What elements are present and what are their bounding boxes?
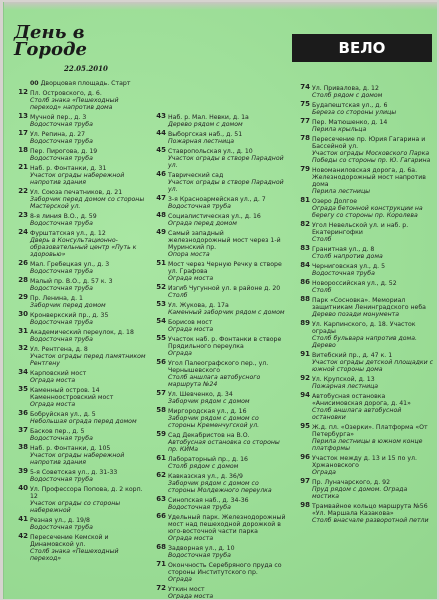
checkpoint-location: Пожарная лестница bbox=[312, 383, 379, 390]
checkpoint-address: Сад Декабристов на В.О. bbox=[168, 432, 250, 439]
checkpoint-number: 35 bbox=[18, 385, 28, 393]
checkpoint-location: Столб bbox=[312, 287, 332, 294]
checkpoint-entry bbox=[10, 469, 148, 483]
checkpoint-number: 44 bbox=[156, 129, 166, 137]
checkpoint-location: Участок ограды в створе Парадной ул. bbox=[168, 179, 284, 193]
checkpoint-location: Опора моста bbox=[168, 251, 210, 258]
page-title: День в Городе bbox=[14, 22, 87, 60]
checkpoint-entry bbox=[292, 376, 435, 390]
checkpoint-number: 74 bbox=[300, 83, 310, 91]
checkpoint-address: Угол Невельской ул. и наб. р. Екатерингофки bbox=[312, 222, 409, 236]
checkpoint-address: Выборгская наб., д. 51 bbox=[168, 131, 243, 138]
start-number: 00 bbox=[30, 80, 39, 87]
start-text: Дворцовая площадь. Старт bbox=[40, 80, 131, 87]
checkpoint-entry bbox=[292, 297, 435, 318]
checkpoint-location: Ограда bbox=[168, 576, 192, 583]
checkpoint-number: 98 bbox=[300, 501, 310, 509]
checkpoint-number: 12 bbox=[18, 88, 28, 96]
checkpoint-number: 41 bbox=[18, 515, 28, 523]
checkpoint-location: Перила лестницы bbox=[312, 188, 371, 195]
checkpoint-column-3 bbox=[292, 85, 435, 527]
checkpoint-address: Ул. Репина, д. 27 bbox=[30, 131, 86, 138]
checkpoint-column-2 bbox=[148, 114, 286, 599]
checkpoint-location: Водосточная труба bbox=[30, 524, 93, 531]
checkpoint-entry bbox=[292, 479, 435, 500]
checkpoint-entry bbox=[10, 148, 148, 162]
checkpoint-location: Дерево позади монумента bbox=[312, 311, 400, 318]
checkpoint-location: Ограда бетонной конструкции на берегу со стороны пр. Королева bbox=[312, 205, 423, 219]
checkpoint-entry bbox=[148, 545, 286, 559]
checkpoint-number: 96 bbox=[300, 453, 310, 461]
checkpoint-address: Кавказская ул., д. 36/9 bbox=[168, 473, 243, 480]
checkpoint-entry bbox=[148, 497, 286, 511]
checkpoint-location: Пожарная лестница bbox=[168, 138, 235, 145]
checkpoint-entry bbox=[10, 387, 148, 408]
checkpoint-location: Небольшая ограда перед домом bbox=[30, 418, 137, 425]
checkpoint-address: Таврический сад bbox=[168, 172, 224, 179]
checkpoint-address: Окончность Серебряного пруда со стороны Институтского пр. bbox=[168, 562, 282, 576]
checkpoint-location: Ограда моста bbox=[168, 275, 214, 282]
checkpoint-location: Перила лестницы в южном конце платформы bbox=[312, 438, 423, 452]
checkpoint-number: 17 bbox=[18, 129, 28, 137]
checkpoint-entry bbox=[292, 198, 435, 219]
checkpoint-location: Заборчик рядом с домом со стороны Молдежного переулка bbox=[168, 480, 272, 494]
checkpoint-location: Водосточная труба bbox=[168, 203, 231, 210]
checkpoint-location: Водосточная труба bbox=[30, 435, 93, 442]
checkpoint-location: Участок ограды Московского Парка Победы со стороны пр. Ю. Гагарина bbox=[312, 150, 431, 164]
checkpoint-address: Ул. Привалова, д. 12 bbox=[312, 85, 379, 92]
checkpoint-number: 82 bbox=[300, 220, 310, 228]
checkpoint-address: Витебский пр., д. 47 к. 1 bbox=[312, 352, 393, 359]
checkpoint-number: 32 bbox=[18, 344, 28, 352]
checkpoint-number: 78 bbox=[300, 134, 310, 142]
checkpoint-address: Пр. Луначарского, д. 92 bbox=[312, 479, 391, 486]
checkpoint-number: 18 bbox=[18, 146, 28, 154]
checkpoint-number: 31 bbox=[18, 327, 28, 335]
checkpoint-address: Лабораторный пр., д. 16 bbox=[168, 456, 248, 463]
checkpoint-location: Водосточная труба bbox=[168, 504, 231, 511]
checkpoint-entry bbox=[10, 189, 148, 210]
checkpoint-entry bbox=[10, 261, 148, 275]
checkpoint-address: Озеро Долгое bbox=[312, 198, 358, 205]
checkpoint-number: 58 bbox=[156, 406, 166, 414]
checkpoint-location: Столб напротив дома bbox=[312, 253, 383, 260]
checkpoint-location: Столб рядом с домом bbox=[168, 463, 239, 470]
checkpoint-number: 72 bbox=[156, 584, 166, 592]
checkpoint-entry bbox=[148, 302, 286, 316]
checkpoint-number: 38 bbox=[18, 443, 28, 451]
checkpoint-location: Пруд рядом с домом. Ограда мостика bbox=[312, 486, 408, 500]
checkpoint-number: 94 bbox=[300, 391, 310, 399]
checkpoint-address: Бобруйская ул., д. 5 bbox=[30, 411, 96, 418]
checkpoint-location: Каменный заборчик рядом с домом bbox=[168, 309, 285, 316]
checkpoint-number: 21 bbox=[18, 163, 28, 171]
checkpoint-location: Столб знака «Пешеходный переход» bbox=[30, 548, 119, 562]
checkpoint-entry bbox=[292, 455, 435, 476]
checkpoint-entry bbox=[292, 321, 435, 349]
checkpoint-address: Миргородская ул., д. 16 bbox=[168, 408, 247, 415]
checkpoint-location: Заборчик рядом с домом со стороны Кременчугской ул. bbox=[168, 415, 260, 429]
checkpoint-address: Басков пер., д. 5 bbox=[30, 428, 85, 435]
checkpoint-entry bbox=[148, 148, 286, 169]
checkpoint-number: 79 bbox=[300, 165, 310, 173]
checkpoint-address: Борисов мост bbox=[168, 319, 213, 326]
checkpoint-location: Столб бульвара напротив дома. Дерево bbox=[312, 335, 417, 349]
checkpoint-location: Ограда перед домом bbox=[168, 220, 237, 227]
checkpoint-number: 40 bbox=[18, 484, 28, 492]
paper-edge bbox=[4, 2, 437, 10]
checkpoint-address: Академический переулок, д. 18 bbox=[30, 329, 134, 336]
checkpoint-number: 34 bbox=[18, 368, 28, 376]
checkpoint-entry bbox=[10, 230, 148, 258]
checkpoint-address: Парк «Сосновка». Мемориал защитникам Ленинградского неба bbox=[312, 297, 426, 311]
checkpoint-address: Пер. Пирогова, д. 19 bbox=[30, 148, 98, 155]
checkpoint-entry bbox=[148, 261, 286, 282]
leaflet-page bbox=[3, 2, 437, 599]
checkpoint-number: 53 bbox=[156, 300, 166, 308]
checkpoint-location: Участок ограды детской площадки с южной стороны дома bbox=[312, 359, 434, 373]
checkpoint-number: 59 bbox=[156, 430, 166, 438]
checkpoint-number: 22 bbox=[18, 187, 28, 195]
checkpoint-address: Изгиб Чугунной ул. в районе д. 20 bbox=[168, 285, 281, 292]
checkpoint-location: Водосточная труба bbox=[30, 285, 93, 292]
checkpoint-number: 57 bbox=[156, 389, 166, 397]
checkpoint-location: Столб рядом с домом bbox=[312, 92, 383, 99]
checkpoint-entry bbox=[292, 85, 435, 99]
checkpoint-number: 77 bbox=[300, 117, 310, 125]
checkpoint-location: Участок ограды перед памятником Рентгену bbox=[30, 353, 146, 367]
checkpoint-entry bbox=[10, 486, 148, 514]
checkpoint-location: Столб bbox=[168, 292, 188, 299]
checkpoint-entry bbox=[292, 222, 435, 243]
checkpoint-entry bbox=[10, 428, 148, 442]
checkpoint-number: 62 bbox=[156, 471, 166, 479]
checkpoint-location: Водосточная труба bbox=[30, 476, 93, 483]
checkpoint-entry bbox=[10, 346, 148, 367]
checkpoint-entry bbox=[10, 411, 148, 425]
section-badge: ВЕЛО bbox=[292, 34, 432, 62]
checkpoint-number: 81 bbox=[300, 196, 310, 204]
checkpoint-address: Пересечение пр. Юрия Гагарина и Бассейной ул. bbox=[312, 136, 426, 150]
checkpoint-address: Участок между д. 13 и 15 по ул. Хржановского bbox=[312, 455, 417, 469]
header bbox=[14, 24, 124, 76]
checkpoint-address: Ул. Крупской, д. 13 bbox=[312, 376, 375, 383]
checkpoint-location: Ограда моста bbox=[30, 401, 76, 408]
checkpoint-location: Заборчик рядом с домом bbox=[168, 398, 250, 405]
checkpoint-location: Береза со стороны улицы bbox=[312, 109, 397, 116]
checkpoint-entry bbox=[148, 196, 286, 210]
checkpoint-location: Водосточная труба bbox=[30, 336, 93, 343]
checkpoint-location: Ограда моста bbox=[168, 326, 214, 333]
checkpoint-address: Наб. р. Мал. Невки, д. 1а bbox=[168, 114, 249, 121]
checkpoint-entry bbox=[292, 280, 435, 294]
checkpoint-address: Гранитная ул., д. 8 bbox=[312, 246, 375, 253]
checkpoint-address: Пл. Островского, д. 6. bbox=[30, 90, 102, 97]
checkpoint-location: Ограда моста bbox=[168, 535, 214, 542]
checkpoint-address: Пер. Матюшенко, д. 14 bbox=[312, 119, 388, 126]
checkpoint-entry bbox=[148, 514, 286, 542]
checkpoint-address: Ул. Рентгена, д. 8 bbox=[30, 346, 88, 353]
checkpoint-address: Каменный остров. 14 Каменноостровский мост bbox=[30, 387, 114, 401]
checkpoint-number: 61 bbox=[156, 454, 166, 462]
checkpoint-address: 8-я линия В.О., д. 59 bbox=[30, 213, 97, 220]
checkpoint-entry bbox=[292, 393, 435, 421]
checkpoint-location: Водосточная труба bbox=[30, 268, 93, 275]
checkpoint-number: 42 bbox=[18, 532, 28, 540]
checkpoint-location: Столб аншлага автобусной остановки bbox=[312, 407, 402, 421]
checkpoint-entry bbox=[10, 312, 148, 326]
checkpoint-number: 51 bbox=[156, 259, 166, 267]
checkpoint-address: Задворная ул., д. 10 bbox=[168, 545, 235, 552]
checkpoint-entry bbox=[148, 114, 286, 128]
checkpoint-location: Водосточная труба bbox=[30, 121, 93, 128]
checkpoint-number: 49 bbox=[156, 228, 166, 236]
checkpoint-number: 28 bbox=[18, 276, 28, 284]
checkpoint-address: Ж.д. пл. «Озерки». Платформа «От Петербурга» bbox=[312, 424, 428, 438]
checkpoint-number: 66 bbox=[156, 512, 166, 520]
checkpoint-address: Пересечение Кемской и Динамовской ул. bbox=[30, 534, 109, 548]
checkpoint-number: 86 bbox=[300, 278, 310, 286]
checkpoint-entry bbox=[10, 165, 148, 186]
checkpoint-location: Участок ограды набережной напротив здания bbox=[30, 452, 125, 466]
checkpoint-location: Ограда bbox=[168, 350, 192, 357]
checkpoint-number: 89 bbox=[300, 319, 310, 327]
checkpoint-entry bbox=[10, 517, 148, 531]
checkpoint-number: 91 bbox=[300, 350, 310, 358]
checkpoint-location: Дверь в Консультационно-образовательный центр «Путь к здоровью» bbox=[30, 237, 137, 258]
checkpoint-entry bbox=[10, 295, 148, 309]
checkpoint-address: Синопская наб., д. 34-36 bbox=[168, 497, 249, 504]
checkpoint-location: Водосточная труба bbox=[30, 138, 93, 145]
checkpoint-entry bbox=[148, 432, 286, 453]
checkpoint-entry bbox=[292, 263, 435, 277]
checkpoint-entry bbox=[148, 456, 286, 470]
checkpoint-entry bbox=[292, 503, 435, 524]
checkpoint-location: Участок ограды со стороны набережной bbox=[30, 500, 121, 514]
checkpoint-address: Наб. р. Фонтанки, д. 31 bbox=[30, 165, 107, 172]
checkpoint-entry bbox=[148, 360, 286, 388]
checkpoint-location: Столб аншлага автобусного маршрута №24 bbox=[168, 374, 261, 388]
checkpoint-address: Будапештская ул., д. 6 bbox=[312, 102, 388, 109]
checkpoint-address: Удельный парк. Железнодорожный мост над пешеходной дорожкой в юго-восточной части парка bbox=[168, 514, 286, 535]
checkpoint-number: 30 bbox=[18, 310, 28, 318]
checkpoint-address: Ставропольская ул., д. 10 bbox=[168, 148, 253, 155]
checkpoint-address: Новоманиловская дорога, д. 6а. Железнодорожный мост напротив дома bbox=[312, 167, 426, 188]
checkpoint-number: 24 bbox=[18, 228, 28, 236]
checkpoint-location: Водосточная труба bbox=[30, 319, 93, 326]
checkpoint-address: Мост через Черную Речку в створе ул. Графова bbox=[168, 261, 282, 275]
checkpoint-location: Участок ограды в створе Парадной ул. bbox=[168, 155, 284, 169]
checkpoint-entry bbox=[292, 424, 435, 452]
checkpoint-number: 45 bbox=[156, 146, 166, 154]
checkpoint-location: Водосточная труба bbox=[30, 220, 93, 227]
checkpoint-number: 37 bbox=[18, 426, 28, 434]
checkpoint-entry bbox=[148, 131, 286, 145]
checkpoint-location: Столб знака «Пешеходный переход» напротив дома bbox=[30, 97, 119, 111]
checkpoint-address: Ул. Профессора Попова, д. 2 корп. 12 bbox=[30, 486, 143, 500]
checkpoint-number: 95 bbox=[300, 422, 310, 430]
checkpoint-address: Трамвайное кольцо маршрута №56 «Ул. Маршала Казакова» bbox=[312, 503, 428, 517]
checkpoint-address: Самый западный железнодорожный мост через 1-й Муринский пр. bbox=[168, 230, 281, 251]
checkpoint-entry bbox=[148, 473, 286, 494]
checkpoint-number: 36 bbox=[18, 409, 28, 417]
checkpoint-address: Ул. Союза печатников, д. 21 bbox=[30, 189, 123, 196]
checkpoint-entry bbox=[10, 278, 148, 292]
checkpoint-entry bbox=[148, 213, 286, 227]
checkpoint-number: 54 bbox=[156, 317, 166, 325]
checkpoint-entry bbox=[292, 102, 435, 116]
page-date: 22.05.2010 bbox=[64, 64, 108, 73]
checkpoint-entry bbox=[10, 370, 148, 384]
checkpoint-address: Черниговская ул., д. 5 bbox=[312, 263, 386, 270]
checkpoint-number: 26 bbox=[18, 259, 28, 267]
checkpoint-address: Ул. Карпинского, д. 18. Участок ограды bbox=[312, 321, 416, 335]
checkpoint-entry bbox=[10, 90, 148, 111]
checkpoint-location: Столб внасчале разворотной петли bbox=[312, 517, 429, 524]
checkpoint-column-1 bbox=[10, 80, 148, 565]
checkpoint-entry bbox=[148, 586, 286, 599]
checkpoint-entry bbox=[292, 167, 435, 195]
checkpoint-address: Кронверкский пр., д. 35 bbox=[30, 312, 109, 319]
checkpoint-location: Перила крыльца bbox=[312, 126, 367, 133]
checkpoint-entry bbox=[148, 336, 286, 357]
checkpoint-address: Ул. Жукова, д. 17а bbox=[168, 302, 229, 309]
checkpoint-number: 83 bbox=[300, 244, 310, 252]
checkpoint-location: Водосточная труба bbox=[312, 270, 375, 277]
checkpoint-location: Ограда моста bbox=[168, 593, 214, 599]
checkpoint-address: 5-я Советская ул., д. 31-33 bbox=[30, 469, 118, 476]
checkpoint-entry bbox=[148, 562, 286, 583]
checkpoint-entry bbox=[148, 391, 286, 405]
checkpoint-number: 46 bbox=[156, 170, 166, 178]
checkpoint-address: Ул. Шевченко, д. 34 bbox=[168, 391, 233, 398]
checkpoint-entry bbox=[148, 408, 286, 429]
checkpoint-number: 92 bbox=[300, 374, 310, 382]
checkpoint-address: Угол Палеографского пер., ул. Чернышевского bbox=[168, 360, 269, 374]
checkpoint-address: Участок наб. р. Фонтанки в створе Прядильного переулка bbox=[168, 336, 282, 350]
checkpoint-address: Мал. Гребецкая ул., д. 3 bbox=[30, 261, 110, 268]
checkpoint-address: Автобусная остановка «Анисимовская дорога, д. 41» bbox=[312, 393, 411, 407]
checkpoint-entry bbox=[292, 246, 435, 260]
checkpoint-address: Фурштатская ул., д. 12 bbox=[30, 230, 106, 237]
checkpoint-address: 3-я Красноармейская ул., д. 7 bbox=[168, 196, 266, 203]
checkpoint-number: 47 bbox=[156, 194, 166, 202]
checkpoint-address: Наб. р. Фонтанки, д. 105 bbox=[30, 445, 111, 452]
checkpoint-number: 97 bbox=[300, 477, 310, 485]
checkpoint-entry bbox=[148, 285, 286, 299]
checkpoint-number: 55 bbox=[156, 334, 166, 342]
checkpoint-location: Ограда bbox=[312, 469, 336, 476]
checkpoint-entry bbox=[292, 136, 435, 164]
checkpoint-location: Водосточная труба bbox=[168, 552, 231, 559]
checkpoint-number: 43 bbox=[156, 112, 166, 120]
checkpoint-address: Малый пр. В.О., д. 57 к. 3 bbox=[30, 278, 113, 285]
checkpoint-entry bbox=[10, 534, 148, 562]
checkpoint-location: Ограда моста bbox=[30, 377, 76, 384]
checkpoint-entry bbox=[148, 172, 286, 193]
checkpoint-number: 48 bbox=[156, 211, 166, 219]
checkpoint-number: 13 bbox=[18, 112, 28, 120]
checkpoint-entry bbox=[10, 329, 148, 343]
checkpoint-entry bbox=[10, 213, 148, 227]
checkpoint-address: Социалистическая ул., д. 16 bbox=[168, 213, 261, 220]
checkpoint-location: Заборчик перед домом bbox=[30, 302, 106, 309]
checkpoint-location: Водосточная труба bbox=[30, 155, 93, 162]
checkpoint-entry bbox=[148, 230, 286, 258]
checkpoint-location: Столб bbox=[312, 236, 332, 243]
checkpoint-number: 63 bbox=[156, 495, 166, 503]
checkpoint-location: Дерево рядом с домом bbox=[168, 121, 243, 128]
checkpoint-entry bbox=[292, 352, 435, 373]
checkpoint-address: Мучной пер., д. 3 bbox=[30, 114, 87, 121]
checkpoint-number: 29 bbox=[18, 293, 28, 301]
checkpoint-number: 71 bbox=[156, 560, 166, 568]
checkpoint-number: 39 bbox=[18, 467, 28, 475]
checkpoint-location: Заборчик перед домом со стороны Мастерской ул. bbox=[30, 196, 145, 210]
checkpoint-location: Автобусная остановка со стороны пр. КИМа bbox=[168, 439, 280, 453]
checkpoint-number: 68 bbox=[156, 543, 166, 551]
checkpoint-entry bbox=[148, 319, 286, 333]
checkpoint-address: Резная ул., д. 19/8 bbox=[30, 517, 90, 524]
checkpoint-entry bbox=[10, 131, 148, 145]
checkpoint-address: Пр. Ленина, д. 1 bbox=[30, 295, 83, 302]
checkpoint-number: 56 bbox=[156, 358, 166, 366]
checkpoint-entry bbox=[10, 445, 148, 466]
checkpoint-address: Уткин мост bbox=[168, 586, 205, 593]
start-line bbox=[10, 80, 148, 87]
checkpoint-number: 75 bbox=[300, 100, 310, 108]
checkpoint-number: 84 bbox=[300, 261, 310, 269]
checkpoint-location: Участок ограды набережной напротив здания bbox=[30, 172, 125, 186]
checkpoint-number: 88 bbox=[300, 295, 310, 303]
checkpoint-entry bbox=[10, 114, 148, 128]
checkpoint-number: 52 bbox=[156, 283, 166, 291]
checkpoint-address: Новороссийская ул., д. 52 bbox=[312, 280, 397, 287]
checkpoint-number: 23 bbox=[18, 211, 28, 219]
checkpoint-address: Карповский мост bbox=[30, 370, 87, 377]
checkpoint-entry bbox=[292, 119, 435, 133]
